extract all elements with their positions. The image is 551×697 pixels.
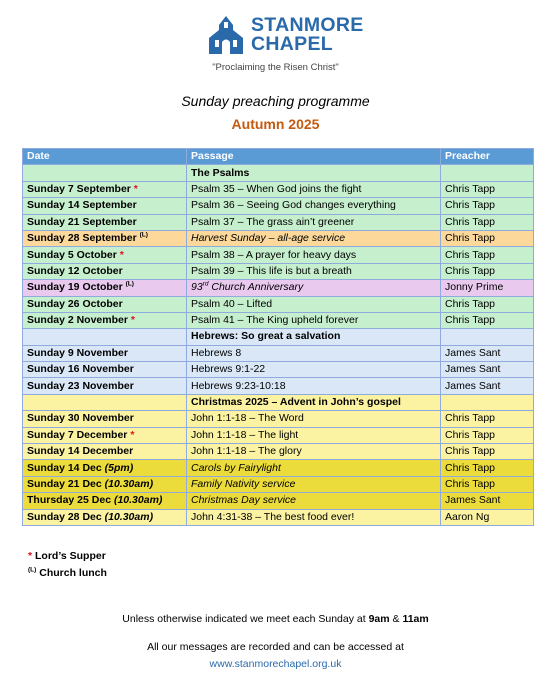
- table-row: [23, 460, 534, 476]
- preacher-cell: Aaron Ng: [441, 509, 534, 525]
- passage-cell: Christmas 2025 – Advent in John’s gospel: [187, 394, 441, 410]
- table-row: [23, 345, 534, 361]
- star-icon: *: [119, 248, 124, 261]
- preacher-cell: Jonny Prime: [441, 280, 534, 296]
- table-row: [23, 296, 534, 312]
- table-row: [23, 230, 534, 246]
- preacher-cell: Chris Tapp: [441, 444, 534, 460]
- table-row: [23, 411, 534, 427]
- passage-cell: Psalm 36 – Seeing God changes everything: [187, 198, 441, 214]
- table-row: [23, 427, 534, 443]
- passage-cell: John 1:1-18 – The glory: [187, 444, 441, 460]
- table-row: [23, 476, 534, 492]
- preacher-cell: Chris Tapp: [441, 427, 534, 443]
- passage-cell: Psalm 39 – This life is but a breath: [187, 263, 441, 279]
- chapel-icon: [206, 16, 246, 54]
- passage-cell: Hebrews 8: [187, 345, 441, 361]
- table-row: [23, 362, 534, 378]
- header-passage: Passage: [187, 149, 441, 165]
- date-cell: [23, 165, 187, 181]
- passage-cell: Hebrews: So great a salvation: [187, 329, 441, 345]
- date-cell: Sunday 2 November *: [23, 312, 187, 328]
- date-cell: [23, 329, 187, 345]
- table-row: [23, 493, 534, 509]
- passage-cell: John 4:31-38 – The best food ever!: [187, 509, 441, 525]
- page-title: Sunday preaching programme: [181, 93, 370, 109]
- preacher-cell: Chris Tapp: [441, 476, 534, 492]
- star-icon: *: [133, 182, 138, 195]
- passage-cell: Christmas Day service: [187, 493, 441, 509]
- preacher-cell: Chris Tapp: [441, 263, 534, 279]
- preacher-cell: [441, 329, 534, 345]
- date-cell: Sunday 21 Dec (10.30am): [23, 476, 187, 492]
- passage-cell: Psalm 37 – The grass ain’t greener: [187, 214, 441, 230]
- date-cell: Sunday 28 September $^{(L)}$: [23, 230, 187, 246]
- table-row: [23, 378, 534, 394]
- date-cell: Sunday 12 October: [23, 263, 187, 279]
- preacher-cell: Chris Tapp: [441, 181, 534, 197]
- preacher-cell: Chris Tapp: [441, 296, 534, 312]
- legend-supper: * Lord’s Supper: [28, 550, 106, 562]
- table-row: [23, 444, 534, 460]
- date-cell: Sunday 5 October *: [23, 247, 187, 263]
- preacher-cell: James Sant: [441, 493, 534, 509]
- page-subtitle: Autumn 2025: [231, 116, 320, 132]
- header-preacher: Preacher: [441, 149, 534, 165]
- preacher-cell: Chris Tapp: [441, 460, 534, 476]
- passage-cell: Hebrews 9:23-10:18: [187, 378, 441, 394]
- preacher-cell: Chris Tapp: [441, 411, 534, 427]
- passage-cell: The Psalms: [187, 165, 441, 181]
- legend-lunch: $^{(L)}$ Church lunch: [28, 566, 107, 579]
- table-row: [23, 263, 534, 279]
- table-row: [23, 280, 534, 296]
- passage-cell: Psalm 38 – A prayer for heavy days: [187, 247, 441, 263]
- date-cell: [23, 394, 187, 410]
- passage-cell: Psalm 35 – When God joins the fight: [187, 181, 441, 197]
- programme-table: [22, 148, 534, 526]
- preacher-cell: James Sant: [441, 378, 534, 394]
- date-cell: Thursday 25 Dec (10.30am): [23, 493, 187, 509]
- recordings-note: All our messages are recorded and can be accessed at: [147, 641, 404, 653]
- date-cell: Sunday 16 November: [23, 362, 187, 378]
- passage-cell: Family Nativity service: [187, 476, 441, 492]
- preacher-cell: [441, 394, 534, 410]
- date-cell: Sunday 30 November: [23, 411, 187, 427]
- date-cell: Sunday 7 September *: [23, 181, 187, 197]
- preacher-cell: Chris Tapp: [441, 230, 534, 246]
- preacher-cell: Chris Tapp: [441, 214, 534, 230]
- star-icon: *: [130, 428, 135, 441]
- table-row: [23, 247, 534, 263]
- date-cell: Sunday 14 September: [23, 198, 187, 214]
- preacher-cell: Chris Tapp: [441, 247, 534, 263]
- passage-cell: Psalm 40 – Lifted: [187, 296, 441, 312]
- passage-cell: Hebrews 9:1-22: [187, 362, 441, 378]
- preacher-cell: James Sant: [441, 362, 534, 378]
- star-icon: *: [28, 550, 33, 562]
- table-row: [23, 312, 534, 328]
- date-cell: Sunday 14 December: [23, 444, 187, 460]
- preacher-cell: Chris Tapp: [441, 198, 534, 214]
- passage-cell: 93rd Church Anniversary: [187, 280, 441, 296]
- meeting-times-note: Unless otherwise indicated we meet each Sunday at 9am & 11am: [122, 613, 429, 625]
- lunch-marker: (L): [139, 231, 148, 239]
- header-date: Date: [23, 149, 187, 165]
- date-cell: Sunday 28 Dec (10.30am): [23, 509, 187, 525]
- passage-cell: Harvest Sunday – all-age service: [187, 230, 441, 246]
- date-cell: Sunday 23 November: [23, 378, 187, 394]
- passage-cell: Carols by Fairylight: [187, 460, 441, 476]
- lunch-marker: (L): [125, 280, 134, 288]
- passage-cell: John 1:1-18 – The light: [187, 427, 441, 443]
- logo-tagline: "Proclaiming the Risen Christ": [212, 62, 339, 73]
- section-row: [23, 394, 534, 410]
- lunch-marker: (L): [28, 566, 37, 574]
- passage-cell: John 1:1-18 – The Word: [187, 411, 441, 427]
- preacher-cell: [441, 165, 534, 181]
- website-link[interactable]: www.stanmorechapel.org.uk: [209, 658, 342, 670]
- logo-wordmark: STANMORE CHAPEL: [251, 14, 364, 55]
- date-cell: Sunday 9 November: [23, 345, 187, 361]
- table-row: [23, 214, 534, 230]
- date-cell: Sunday 21 September: [23, 214, 187, 230]
- date-cell: Sunday 19 October $^{(L)}$: [23, 280, 187, 296]
- date-cell: Sunday 26 October: [23, 296, 187, 312]
- table-row: [23, 509, 534, 525]
- star-icon: *: [130, 314, 135, 327]
- section-row: [23, 165, 534, 181]
- table-body: [23, 165, 534, 526]
- table-header-row: [23, 149, 534, 165]
- table-row: [23, 198, 534, 214]
- preacher-cell: James Sant: [441, 345, 534, 361]
- date-cell: Sunday 14 Dec (5pm): [23, 460, 187, 476]
- passage-cell: Psalm 41 – The King upheld forever: [187, 312, 441, 328]
- date-cell: Sunday 7 December *: [23, 427, 187, 443]
- section-row: [23, 329, 534, 345]
- table-row: [23, 181, 534, 197]
- preacher-cell: Chris Tapp: [441, 312, 534, 328]
